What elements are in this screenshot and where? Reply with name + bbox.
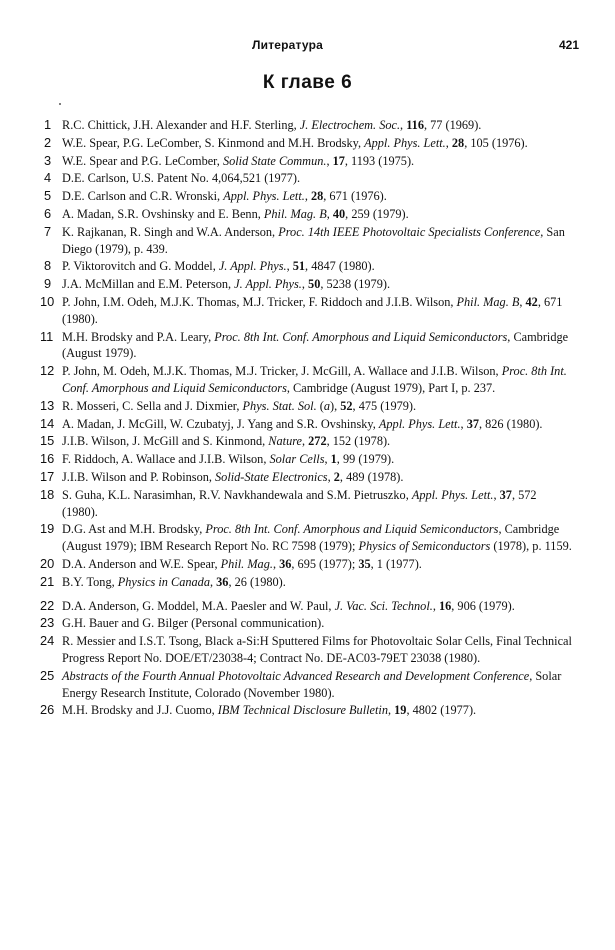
reference-item (40, 276, 575, 293)
reference-text-part: , 4802 (1977). (406, 703, 477, 718)
reference-text-part: , 671 (1980). (62, 294, 563, 326)
reference-item (40, 451, 575, 468)
reference-text-part: , (327, 469, 334, 484)
reference-text-part: , Solar Energy Research Institute, Colorado (November 1980). (62, 668, 562, 700)
reference-text (62, 452, 394, 466)
reference-text-part: P. John, M. Odeh, M.J.K. Thomas, M.J. Tricker, J. McGill, A. Wallace and J.I.B. Wilson, (62, 364, 502, 379)
reference-number: 19 (40, 521, 55, 537)
reference-text-part: , (326, 206, 333, 221)
reference-source-title: Phil. Mag. B (456, 294, 520, 309)
reference-text-part: D.E. Carlson, U.S. Patent No. 4,064,521 (1977). (62, 171, 301, 186)
reference-item (40, 398, 575, 415)
reference-volume: 16 (438, 598, 452, 613)
reference-text-part: , (304, 189, 311, 204)
reference-text-part: , (445, 135, 452, 150)
reference-text-part: , (460, 416, 467, 431)
reference-item (40, 258, 575, 275)
reference-number: 25 (40, 667, 55, 683)
reference-text-part: G.H. Bauer and G. Bilger (Personal communication). (62, 616, 325, 631)
reference-list (40, 117, 575, 720)
reference-volume: 2 (333, 469, 340, 484)
reference-item (40, 135, 575, 152)
reference-text-part: , (432, 598, 439, 613)
reference-source-title: Abstracts of the Fourth Annual Photovoltaic Advanced Research and Development Conference (62, 668, 530, 683)
reference-number: 26 (40, 702, 55, 718)
reference-text-part: , 671 (1976). (323, 189, 387, 204)
reference-source-title: Appl. Phys. Lett. (223, 189, 305, 204)
reference-item (40, 668, 575, 702)
reference-text-part: , 152 (1978). (326, 434, 391, 449)
reference-text-part: , 1193 (1975). (344, 153, 415, 168)
reference-text (62, 295, 562, 326)
reference-item (40, 206, 575, 223)
reference-volume: 40 (332, 206, 346, 221)
reference-source-title: Proc. 8th Int. Conf. Amorphous and Liquid Semiconductors (205, 522, 499, 537)
reference-text-part: , (326, 153, 333, 168)
reference-volume: 35 (358, 556, 371, 571)
reference-text (62, 417, 543, 431)
reference-item (40, 329, 575, 363)
reference-volume: 36 (216, 574, 229, 589)
reference-text (62, 225, 565, 256)
reference-text-part: J.A. McMillan and E.M. Peterson, (62, 277, 235, 292)
reference-text (62, 488, 537, 519)
reference-text-part: , (209, 574, 217, 589)
reference-text (62, 703, 476, 717)
reference-source-title: J. Appl. Phys. (218, 259, 287, 274)
reference-item (40, 615, 575, 632)
reference-volume: 37 (466, 416, 479, 431)
reference-text-part: W.E. Spear and P.G. LeComber, (62, 153, 223, 168)
reference-source-title: Phys. Stat. Sol. (242, 398, 317, 413)
reference-item (40, 433, 575, 450)
reference-text (62, 599, 515, 613)
reference-text (62, 575, 286, 589)
reference-text (62, 154, 414, 168)
reference-source-title: Physics of Semiconductors (358, 539, 491, 554)
reference-text-part: ), (330, 398, 341, 413)
reference-text-part: M.H. Brodsky and P.A. Leary, (62, 329, 215, 344)
reference-number: 18 (40, 486, 55, 502)
reference-text (62, 171, 300, 185)
reference-text-part: , 26 (1980). (228, 574, 286, 589)
reference-text-part: D.A. Anderson, G. Moddel, M.A. Paesler and W. Paul, (62, 598, 335, 613)
reference-source-title: Solar Cells (269, 452, 325, 467)
reference-text (62, 399, 416, 413)
reference-number: 11 (40, 328, 54, 344)
reference-source-title: J. Vac. Sci. Technol. (334, 598, 433, 613)
reference-text-part: J.I.B. Wilson, J. McGill and S. Kinmond, (62, 434, 269, 449)
reference-source-title: Proc. 14th IEEE Photovoltaic Specialists Conference (278, 224, 541, 239)
reference-text-part: A. Madan, S.R. Ovshinsky and E. Benn, (62, 206, 264, 221)
reference-text-part: D.E. Carlson and C.R. Wronski, (62, 189, 224, 204)
running-head: Литература (252, 38, 324, 52)
reference-text-part: , Cambridge (August 1979); IBM Research Report No. RC 7598 (1979); (62, 522, 560, 554)
reference-text-part: R.C. Chittick, J.H. Alexander and H.F. Sterling, (62, 118, 300, 132)
reference-text-part: A. Madan, J. McGill, W. Czubatyj, J. Yang and S.R. Ovshinsky, (62, 416, 379, 431)
reference-volume: 17 (332, 153, 345, 168)
reference-text-part: , (301, 277, 309, 292)
reference-text-part: , Cambridge (August 1979), Part I, p. 237. (286, 380, 496, 395)
reference-item (40, 598, 575, 615)
reference-text-part: B.Y. Tong, (62, 574, 118, 589)
reference-text-part: , (302, 434, 309, 449)
reference-number: 7 (44, 223, 52, 239)
reference-item (40, 633, 575, 667)
reference-volume: 116 (406, 118, 424, 132)
reference-text-part: , 5238 (1979). (320, 277, 391, 292)
reference-volume: 272 (308, 434, 327, 449)
reference-item (40, 188, 575, 205)
reference-volume: 37 (499, 487, 512, 502)
reference-volume: 28 (451, 135, 465, 150)
reference-number: 17 (40, 468, 55, 484)
reference-text-part: D.G. Ast and M.H. Brodsky, (62, 522, 206, 537)
reference-item (40, 416, 575, 433)
reference-number: 22 (40, 597, 55, 613)
reference-text-part: , 259 (1979). (345, 206, 409, 221)
reference-text-part: , (272, 556, 280, 571)
reference-number: 9 (44, 276, 52, 292)
reference-text-part: P. Viktorovitch and G. Moddel, (62, 259, 219, 274)
reference-text-part: , 1 (1977). (370, 556, 422, 571)
reference-text-part: , 105 (1976). (464, 135, 528, 150)
reference-item (40, 487, 575, 521)
reference-text (62, 136, 528, 150)
reference-number: 1 (44, 117, 52, 132)
reference-text-part: , 906 (1979). (451, 598, 515, 613)
reference-item (40, 521, 575, 555)
reference-text (62, 207, 409, 221)
reference-source-title: Proc. 8th Int. Conf. Amorphous and Liquid Semiconductors (214, 329, 508, 344)
reference-text-part: W.E. Spear, P.G. LeComber, S. Kinmond and M.H. Brodsky, (62, 135, 365, 150)
reference-text (62, 330, 568, 361)
reference-source-title: J. Appl. Phys. (234, 277, 302, 292)
reference-text-part: J.I.B. Wilson and P. Robinson, (62, 469, 216, 484)
reference-number: 6 (44, 205, 52, 221)
reference-text-part: , 475 (1979). (352, 398, 417, 413)
reference-item (40, 170, 575, 187)
reference-number: 13 (40, 397, 55, 413)
reference-source-title: Solid State Commun. (222, 153, 327, 168)
reference-volume: 36 (279, 556, 292, 571)
reference-item (40, 574, 575, 591)
reference-item (40, 363, 575, 397)
reference-item (40, 153, 575, 170)
reference-source-title: IBM Technical Disclosure Bulletin (217, 703, 388, 718)
reference-volume: 28 (310, 189, 324, 204)
reference-item (40, 117, 575, 134)
reference-text-part: , (324, 452, 331, 467)
reference-text (62, 470, 403, 484)
reference-text-part: K. Rajkanan, R. Singh and W.A. Anderson, (62, 224, 279, 239)
reference-text-part: , (519, 294, 526, 309)
reference-text (62, 434, 390, 448)
reference-text-part: , 826 (1980). (478, 416, 543, 431)
reference-text-part: P. John, I.M. Odeh, M.J.K. Thomas, M.J. Tricker, F. Riddoch and J.I.B. Wilson, (62, 294, 457, 309)
page-number: 421 (558, 38, 579, 52)
reference-text (62, 557, 422, 571)
reference-volume: 1 (330, 452, 337, 467)
reference-number: 14 (40, 415, 55, 431)
reference-number: 16 (40, 451, 55, 467)
reference-volume: 19 (394, 703, 407, 718)
reference-text (62, 522, 572, 553)
reference-source-title: Appl. Phys. Lett. (411, 487, 494, 502)
reference-text-part: , 572 (1980). (62, 487, 537, 519)
reference-number: 10 (40, 293, 55, 309)
reference-text (62, 189, 387, 203)
reference-source-title: Appl. Phys. Lett. (378, 416, 461, 431)
reference-number: 15 (40, 433, 55, 449)
reference-text (62, 259, 375, 273)
reference-number: 2 (44, 134, 52, 150)
reference-text-part: , (493, 487, 500, 502)
reference-source-title: Phil. Mag. B (263, 206, 327, 221)
reference-item (40, 469, 575, 486)
reference-text-part: S. Guha, K.L. Narasimhan, R.V. Navkhandewala and S.M. Pietruszko, (62, 487, 412, 502)
reference-text-part: R. Messier and I.S.T. Tsong, Black a-Si:H Sputtered Films for Photovoltaic Solar Cells, Final Technical Progress Report No. DOE/ET/23038-4; Contract No. DE-AC03-79ET 23038 (1980). (62, 634, 572, 665)
print-speck (59, 103, 61, 105)
reference-text-part: , Cambridge (August 1979). (62, 329, 569, 361)
reference-text-part: , (387, 703, 395, 718)
reference-text (62, 634, 572, 665)
reference-number: 23 (40, 615, 55, 631)
reference-source-title: J. Electrochem. Soc. (299, 118, 401, 132)
reference-source-title: Physics in Canada (117, 574, 210, 589)
reference-number: 21 (40, 573, 55, 589)
reference-number: 20 (40, 555, 55, 571)
reference-number: 4 (44, 170, 52, 186)
reference-text-part: F. Riddoch, A. Wallace and J.I.B. Wilson, (62, 452, 270, 467)
reference-text-part: , 4847 (1980). (305, 259, 375, 274)
reference-text-part: R. Mosseri, C. Sella and J. Dixmier, (62, 398, 243, 413)
reference-source-title: Phil. Mag. (220, 556, 273, 571)
reference-text (62, 277, 390, 291)
reference-item (40, 224, 575, 258)
reference-number: 3 (44, 152, 52, 168)
reference-number: 24 (40, 633, 55, 649)
reference-number: 5 (44, 188, 52, 204)
reference-number: 12 (40, 363, 55, 379)
reference-text (62, 669, 561, 700)
reference-text-part: , 99 (1979). (336, 452, 395, 467)
reference-text-part: , (286, 259, 293, 274)
reference-text-part: ( (316, 398, 324, 413)
reference-text (62, 118, 481, 132)
reference-text-part: D.A. Anderson and W.E. Spear, (62, 556, 221, 571)
reference-text-part: (1978), p. 1159. (490, 539, 572, 554)
reference-volume: 52 (340, 398, 353, 413)
reference-number: 8 (44, 258, 52, 274)
reference-source-title: Nature (268, 434, 302, 449)
reference-text-part: , San Diego (1979), p. 439. (62, 224, 565, 256)
reference-item (40, 556, 575, 573)
reference-text (62, 616, 324, 630)
reference-volume: 51 (292, 259, 306, 274)
chapter-title: К главе 6 (262, 72, 353, 93)
reference-text-part: , 695 (1977); (291, 556, 359, 571)
reference-source-title: Proc. 8th Int. Conf. Amorphous and Liquid Semiconductors (62, 364, 567, 395)
reference-text (62, 364, 567, 395)
reference-item (40, 294, 575, 328)
reference-source-title: Appl. Phys. Lett. (364, 135, 446, 150)
reference-text-part: , (400, 118, 407, 132)
reference-text-part: , 489 (1978). (339, 469, 404, 484)
reference-volume: 50 (308, 277, 321, 292)
reference-volume: 42 (525, 294, 538, 309)
reference-text-part: , 77 (1969). (423, 118, 482, 132)
reference-item (40, 702, 575, 719)
reference-source-title: Solid-State Electronics (215, 469, 328, 484)
reference-text-part: M.H. Brodsky and J.J. Cuomo, (62, 703, 218, 718)
reference-source-title: a (323, 398, 330, 413)
